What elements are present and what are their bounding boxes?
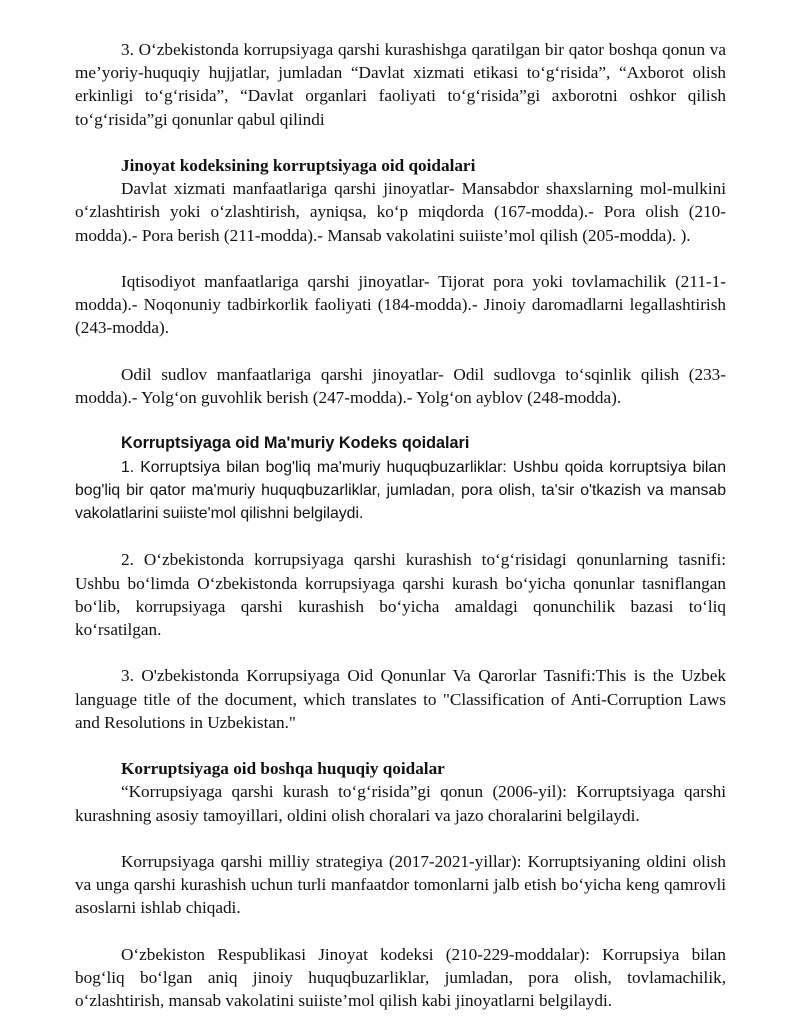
paragraph-laws-classification: 2. O‘zbekistonda korrupsiyaga qarshi kurashish to‘g‘risidagi qonunlarning tasnifi: Ushbu bo‘limda O‘zbekistonda korrupsiyaga qarshi kurash bo‘yicha qonunlar tasniflangan bo‘lib, korrupsiyaga qarshi kurashish bo‘yicha amaldagi qonunchilik bazasi to‘liq ko‘rsatilgan.: [75, 550, 726, 639]
paragraph-administrative-offenses: 1. Korruptsiya bilan bog'liq ma'muriy huquqbuzarliklar: Ushbu qoida korruptsiya bilan bog'liq bir qator ma'muriy huquqbuzarliklar, jumladan, pora olish, ta'sir o'tkazish va mansab vakolatlarini suiiste'mol qilishni belgilaydi.: [75, 458, 726, 522]
heading-other-legal-rules: Korruptsiyaga oid boshqa huquqiy qoidalar: [121, 759, 445, 779]
paragraph-anti-corruption-law: “Korrupsiyaga qarshi kurash to‘g‘risida”gi qonun (2006-yil): Korruptsiyaga qarshi kurashning asosiy tamoyillari, oldini olish choralari va jazo choralarini belgilaydi.: [75, 782, 726, 825]
paragraph-document-title: 3. O'zbekistonda Korrupsiyaga Oid Qonunlar Va Qarorlar Tasnifi:This is the Uzbek language title of the document, which translates to "Classification of Anti-Corruption Laws and Resolutions in Uzbekistan.": [75, 666, 726, 732]
heading-criminal-code: Jinoyat kodeksining korruptsiyaga oid qoidalari: [121, 156, 476, 175]
paragraph-criminal-code-articles: O‘zbekiston Respublikasi Jinoyat kodeksi (210-229-moddalar): Korrupsiya bilan bog‘liq bo‘lgan aniq jinoiy huquqbuzarliklar, jumladan, pora olish, tovlamachilik, o‘zlashtirish, mansab vakolatini suiiste’mol qilish kabi jinoyatlarni belgilaydi.: [75, 944, 726, 1011]
heading-administrative-code: Korruptsiyaga oid Ma'muriy Kodeks qoidalari: [121, 434, 470, 453]
paragraph-justice-crimes: Odil sudlov manfaatlariga qarshi jinoyatlar- Odil sudlovga to‘sqinlik qilish (233-modda).- Yolg‘on guvohlik berish (247-modda).- Yolg‘on ayblov (248-modda).: [75, 364, 726, 407]
document-page: [75, 38, 726, 1012]
paragraph-public-service-crimes: Davlat xizmati manfaatlariga qarshi jinoyatlar- Mansabdor shaxslarning mol-mulkini o‘zlashtirish yoki o‘zlashtirish, ayniqsa, ko‘p miqdorda (167-modda).- Pora olish (210-modda).- Pora berish (211-modda).- Mansab vakolatini suiiste’mol qilish (205-modda). ).: [75, 179, 726, 245]
paragraph-economic-crimes: Iqtisodiyot manfaatlariga qarshi jinoyatlar- Tijorat pora yoki tovlamachilik (211-1-modda).- Noqonuniy tadbirkorlik faoliyati (184-modda).- Jinoiy daromadlarni legallashtirish (243-modda).: [75, 272, 726, 338]
paragraph-other-laws: 3. O‘zbekistonda korrupsiyaga qarshi kurashishga qaratilgan bir qator boshqa qonun va me’yoriy-huquqiy hujjatlar, jumladan “Davlat xizmati etikasi to‘g‘risida”, “Axborot olish erkinligi to‘g‘risida”, “Davlat organlari faoliyati to‘g‘risida”gi axborotni oshkor qilish to‘g‘risida”gi qonunlar qabul qilindi: [75, 40, 726, 129]
paragraph-national-strategy: Korrupsiyaga qarshi milliy strategiya (2017-2021-yillar): Korruptsiyaning oldini olish va unga qarshi kurashish uchun turli manfaatdor tomonlarni jalb etish bo‘yicha keng qamrovli asoslarni ishlab chiqadi.: [75, 851, 726, 918]
